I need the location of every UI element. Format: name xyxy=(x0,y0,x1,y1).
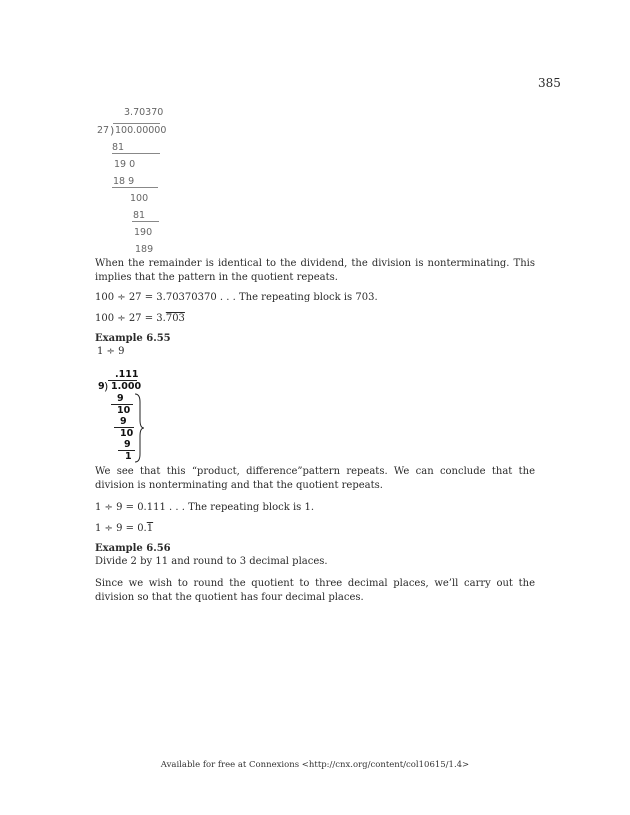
equation-prefix: 1 ÷ 9 = 0. xyxy=(95,523,147,534)
ld2-divisor: 9 xyxy=(98,381,105,392)
page-number: 385 xyxy=(538,76,561,90)
example-6-56-text: Divide 2 by 11 and round to 3 decimal places. xyxy=(95,556,328,567)
equation-1-div-9: 1 ÷ 9 = 0.111 . . . The repeating block is 1. xyxy=(95,502,315,513)
ld1-step: 189 xyxy=(135,244,154,255)
ld2-dividend: 1.000 xyxy=(111,381,142,392)
ld1-dividend: 100.00000 xyxy=(115,125,167,136)
ld2-step: 9 xyxy=(124,439,131,450)
ld1-step: 81 xyxy=(112,142,125,153)
repeat-brace xyxy=(132,392,146,464)
paragraph-round-quotient: Since we wish to round the quotient to three decimal places, we’ll carry out the division so that the quotient has four decimal places. xyxy=(95,578,535,603)
ld1-rule xyxy=(112,187,158,188)
ld1-rule xyxy=(132,221,159,222)
equation-1-div-9-bar xyxy=(95,523,153,534)
ld1-step: 81 xyxy=(133,210,146,221)
ld2-step: 9 xyxy=(120,416,127,427)
ld1-rule xyxy=(112,153,160,154)
repeating-block: 1 xyxy=(146,523,154,534)
ld2-step: 10 xyxy=(117,405,131,416)
ld1-step: 100 xyxy=(130,193,149,204)
ld1-bar xyxy=(113,123,160,124)
example-6-56-title: Example 6.56 xyxy=(95,543,171,554)
paragraph-nonterminating: When the remainder is identical to the dividend, the division is nonterminating. This implies that the pattern in the quotient repeats. xyxy=(95,258,535,283)
ld2-step: 10 xyxy=(120,428,134,439)
footer-availability: Available for free at Connexions <http://cnx.org/content/col10615/1.4> xyxy=(160,760,470,770)
ld1-step: 190 xyxy=(134,227,153,238)
repeating-block: 703 xyxy=(165,313,185,324)
paragraph-pattern-repeats: We see that this “product, difference”pattern repeats. We can conclude that the division is nonterminating and that the quotient repeats. xyxy=(95,466,535,491)
ld2-quotient: .111 xyxy=(115,369,139,380)
example-6-55-problem: 1 ÷ 9 xyxy=(97,346,125,357)
ld2-step: 9 xyxy=(117,393,124,404)
ld1-step: 19 0 xyxy=(114,159,136,170)
ld1-bracket: ) xyxy=(110,124,115,137)
ld1-divisor: 27 xyxy=(97,125,110,136)
ld1-step: 18 9 xyxy=(113,176,135,187)
ld2-bracket: ) xyxy=(104,380,109,393)
equation-100-div-27-bar xyxy=(95,313,185,324)
ld2-step: 1 xyxy=(125,451,132,462)
example-6-55-title: Example 6.55 xyxy=(95,333,171,344)
equation-prefix: 100 ÷ 27 = 3. xyxy=(95,313,166,324)
ld1-quotient: 3.70370 xyxy=(124,107,164,118)
equation-100-div-27: 100 ÷ 27 = 3.70370370 . . . The repeating block is 703. xyxy=(95,292,378,303)
